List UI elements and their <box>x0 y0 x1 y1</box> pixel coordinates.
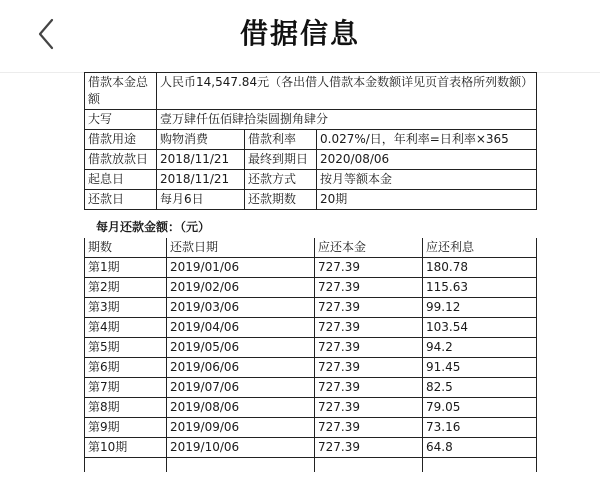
cell-due-date: 2019/02/06 <box>167 278 315 298</box>
cell-period: 第7期 <box>85 378 167 398</box>
cell-period: 第6期 <box>85 358 167 378</box>
loan-purpose-label: 借款用途 <box>85 130 157 150</box>
table-row <box>85 278 537 298</box>
cell-due-date: 2019/08/06 <box>167 398 315 418</box>
interest-start-label: 起息日 <box>85 170 157 190</box>
cell-principal: 727.39 <box>315 358 423 378</box>
cell-interest: 73.16 <box>423 418 537 438</box>
table-row <box>85 150 537 170</box>
maturity-date-label: 最终到期日 <box>245 150 317 170</box>
page-title: 借据信息 <box>239 17 360 50</box>
installments-value: 20期 <box>317 190 537 210</box>
table-row <box>85 298 537 318</box>
table-row <box>85 398 537 418</box>
blank-cell <box>315 458 423 473</box>
repayment-method-value: 按月等额本金 <box>317 170 537 190</box>
interest-rate-value: 0.027%/日，年利率=日利率×365 <box>317 130 537 150</box>
cell-interest: 99.12 <box>423 298 537 318</box>
cell-period: 第2期 <box>85 278 167 298</box>
cell-principal: 727.39 <box>315 378 423 398</box>
column-header-period: 期数 <box>85 238 167 258</box>
monthly-payment-table <box>84 238 537 472</box>
principal-total-value: 人民币14,547.84元（各出借人借款本金数额详见页首表格所列数额） <box>157 73 537 110</box>
table-row <box>85 438 537 458</box>
disbursement-date-label: 借款放款日 <box>85 150 157 170</box>
cell-interest: 180.78 <box>423 258 537 278</box>
table-row <box>85 110 537 130</box>
cell-interest: 79.05 <box>423 398 537 418</box>
cell-principal: 727.39 <box>315 418 423 438</box>
amount-in-words-label: 大写 <box>85 110 157 130</box>
table-row-blank <box>85 458 537 473</box>
cell-due-date: 2019/07/06 <box>167 378 315 398</box>
cell-period: 第10期 <box>85 438 167 458</box>
cell-due-date: 2019/04/06 <box>167 318 315 338</box>
cell-due-date: 2019/10/06 <box>167 438 315 458</box>
column-header-date: 还款日期 <box>167 238 315 258</box>
cell-principal: 727.39 <box>315 398 423 418</box>
cell-period: 第1期 <box>85 258 167 278</box>
principal-total-label: 借款本金总额 <box>85 73 157 110</box>
table-row <box>85 338 537 358</box>
cell-principal: 727.39 <box>315 258 423 278</box>
cell-interest: 115.63 <box>423 278 537 298</box>
cell-period: 第5期 <box>85 338 167 358</box>
cell-due-date: 2019/01/06 <box>167 258 315 278</box>
installments-label: 还款期数 <box>245 190 317 210</box>
blank-cell <box>423 458 537 473</box>
disbursement-date-value: 2018/11/21 <box>157 150 245 170</box>
table-row <box>85 190 537 210</box>
amount-in-words-value: 壹万肆仟伍佰肆拾柒圆捌角肆分 <box>157 110 537 130</box>
table-row <box>85 170 537 190</box>
cell-due-date: 2019/05/06 <box>167 338 315 358</box>
cell-interest: 94.2 <box>423 338 537 358</box>
interest-rate-label: 借款利率 <box>245 130 317 150</box>
table-row <box>85 258 537 278</box>
table-row <box>85 130 537 150</box>
maturity-date-value: 2020/08/06 <box>317 150 537 170</box>
column-header-interest: 应还利息 <box>423 238 537 258</box>
cell-due-date: 2019/03/06 <box>167 298 315 318</box>
cell-period: 第8期 <box>85 398 167 418</box>
cell-due-date: 2019/09/06 <box>167 418 315 438</box>
app-header <box>0 0 600 73</box>
repayment-day-value: 每月6日 <box>157 190 245 210</box>
cell-principal: 727.39 <box>315 318 423 338</box>
loan-document <box>84 72 536 472</box>
cell-interest: 64.8 <box>423 438 537 458</box>
cell-interest: 91.45 <box>423 358 537 378</box>
repayment-method-label: 还款方式 <box>245 170 317 190</box>
blank-cell <box>167 458 315 473</box>
table-row <box>85 418 537 438</box>
cell-period: 第3期 <box>85 298 167 318</box>
cell-interest: 103.54 <box>423 318 537 338</box>
table-row <box>85 358 537 378</box>
cell-principal: 727.39 <box>315 438 423 458</box>
cell-due-date: 2019/06/06 <box>167 358 315 378</box>
loan-purpose-value: 购物消费 <box>157 130 245 150</box>
cell-principal: 727.39 <box>315 298 423 318</box>
loan-info-table <box>84 72 537 210</box>
cell-interest: 82.5 <box>423 378 537 398</box>
cell-principal: 727.39 <box>315 278 423 298</box>
column-header-principal: 应还本金 <box>315 238 423 258</box>
table-row <box>85 318 537 338</box>
blank-cell <box>85 458 167 473</box>
cell-period: 第9期 <box>85 418 167 438</box>
table-row <box>85 73 537 110</box>
repayment-day-label: 还款日 <box>85 190 157 210</box>
cell-period: 第4期 <box>85 318 167 338</box>
monthly-section-title: 每月还款金额：（元） <box>96 220 211 234</box>
table-row <box>85 378 537 398</box>
cell-principal: 727.39 <box>315 338 423 358</box>
table-header-row <box>85 238 537 258</box>
interest-start-value: 2018/11/21 <box>157 170 245 190</box>
